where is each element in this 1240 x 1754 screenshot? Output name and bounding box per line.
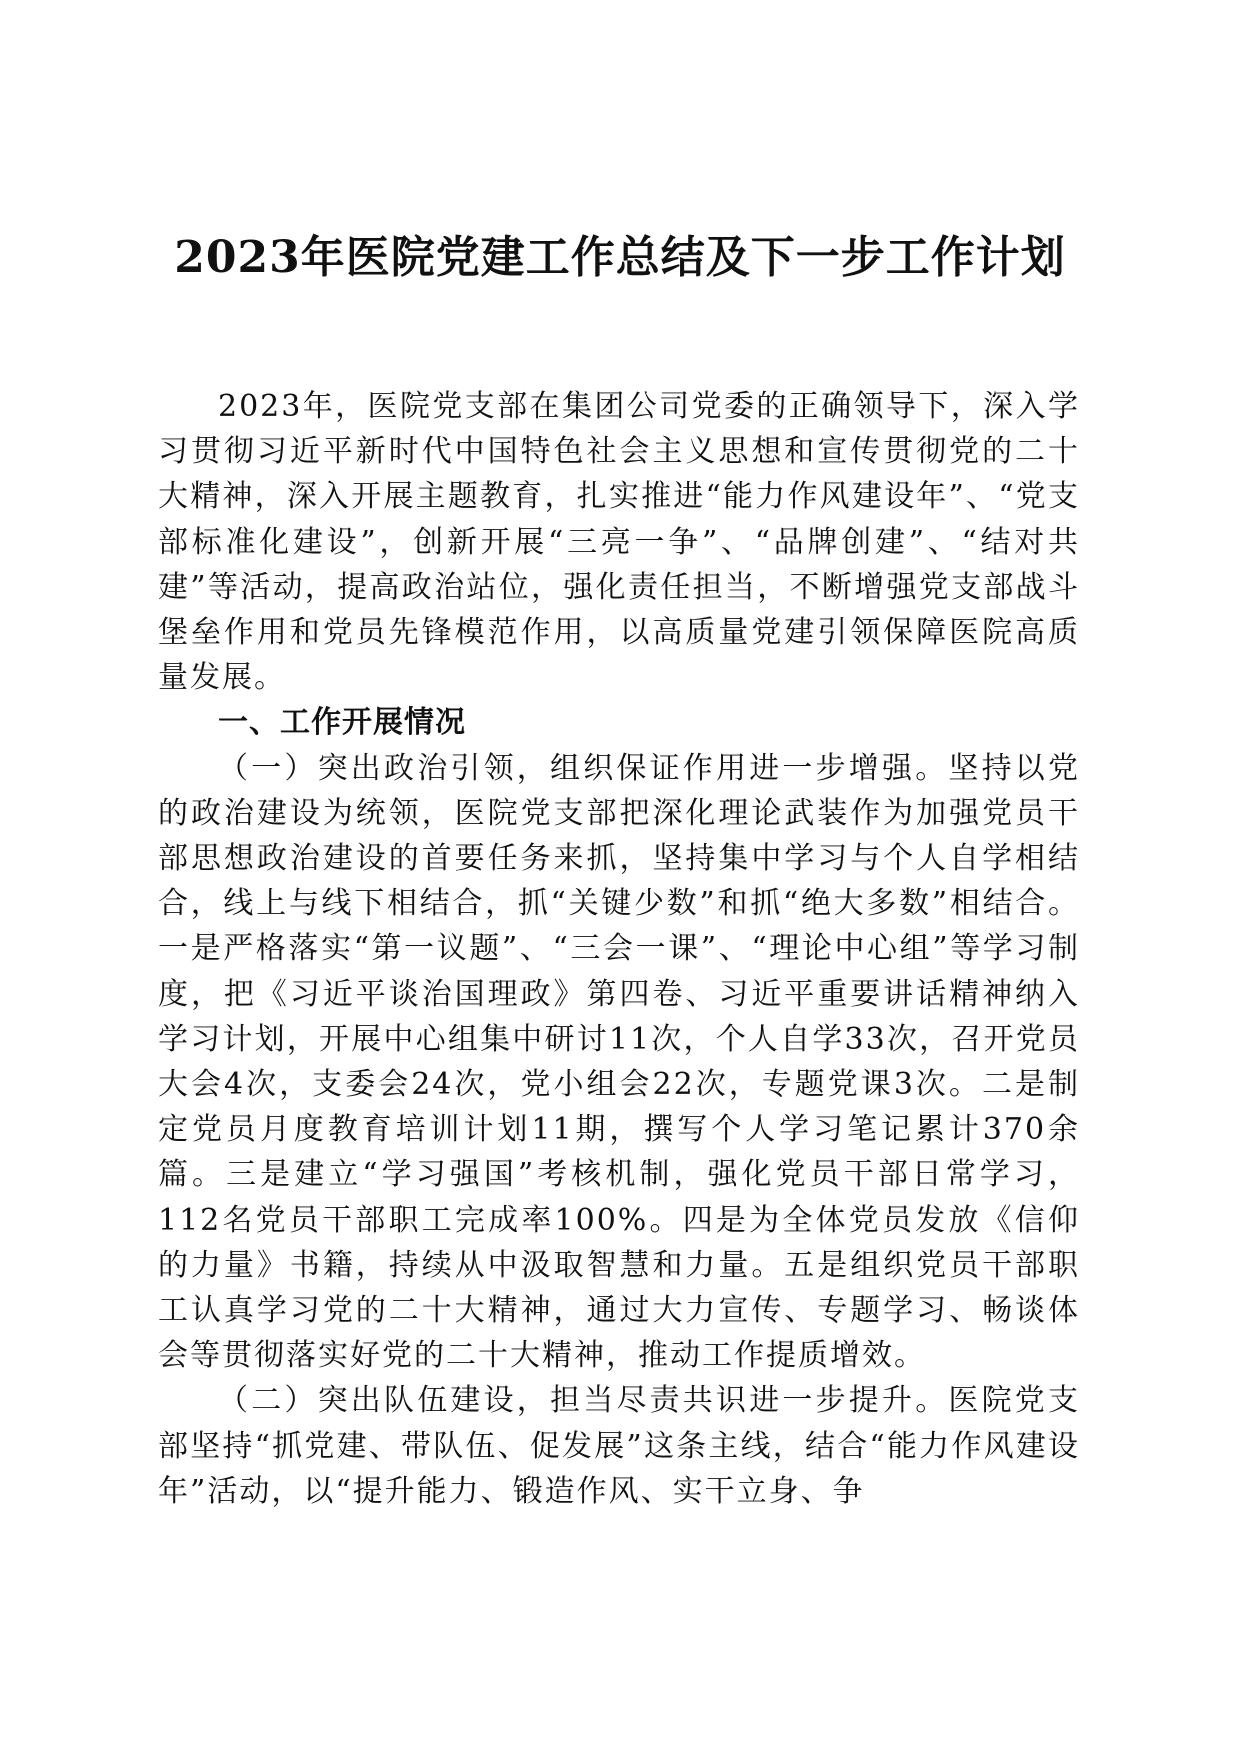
document-body (158, 384, 1080, 1514)
section-heading-work-status: 一、工作开展情况 (218, 705, 466, 741)
intro-paragraph: 2023年，医院党支部在集团公司党委的正确领导下，深入学习贯彻习近平新时代中国特色社会主义思想和宣传贯彻党的二十大精神，深入开展主题教育，扎实推进“能力作风建设年”、“党支部标准化建设”，创新开展“三亮一争”、“品牌创建”、“结对共建”等活动，提高政治站位，强化责任担当，不断增强党支部战斗堡垒作用和党员先锋模范作用，以高质量党建引领保障医院高质量发展。 (158, 389, 1080, 696)
paragraph-team-building: （二）突出队伍建设，担当尽责共识进一步提升。医院党支部坚持“抓党建、带队伍、促发展”这条主线，结合“能力作风建设年”活动，以“提升能力、锻造作风、实干立身、争 (158, 1383, 1080, 1509)
document-title: 2023年医院党建工作总结及下一步工作计划 (174, 232, 1066, 283)
paragraph-political-leadership: （一）突出政治引领，组织保证作用进一步增强。坚持以党的政治建设为统领，医院党支部把深化理论武装作为加强党员干部思想政治建设的首要任务来抓，坚持集中学习与个人自学相结合，线上与线下相结合，抓“关键少数”和抓“绝大多数”相结合。一是严格落实“第一议题”、“三会一课”、“理论中心组”等学习制度，把《习近平谈治国理政》第四卷、习近平重要讲话精神纳入学习计划，开展中心组集中研讨11次，个人自学33次，召开党员大会4次，支委会24次，党小组会22次，专题党课3次。二是制定党员月度教育培训计划11期，撰写个人学习笔记累计370余篇。三是建立“学习强国”考核机制，强化党员干部日常学习，112名党员干部职工完成率100%。四是为全体党员发放《信仰的力量》书籍，持续从中汲取智慧和力量。五是组织党员干部职工认真学习党的二十大精神，通过大力宣传、专题学习、畅谈体会等贯彻落实好党的二十大精神，推动工作提质增效。 (158, 750, 1080, 1374)
